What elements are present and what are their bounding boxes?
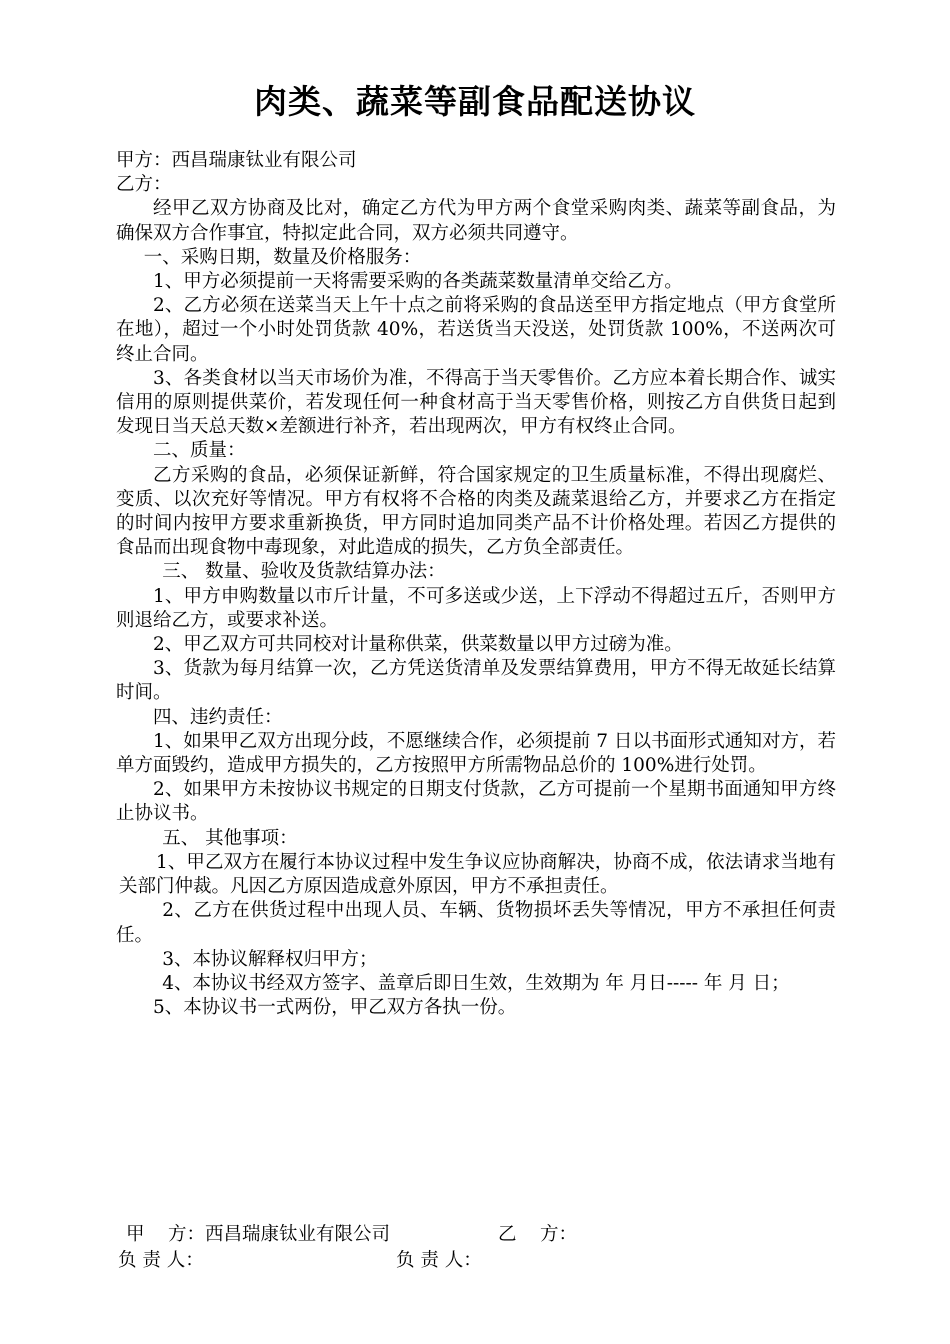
- signature-block: [116, 1222, 836, 1274]
- signature-party-row: [116, 1222, 836, 1248]
- signature-responsible-row: [116, 1248, 836, 1274]
- responsible-person-b: 负 责 人：: [396, 1250, 482, 1271]
- document-title: 肉类、蔬菜等副食品配送协议: [254, 82, 696, 121]
- party-b-line: 乙方：: [116, 174, 172, 196]
- section-4-item-1: 1、如果甲乙双方出现分歧，不愿继续合作，必须提前 7 日以书面形式通知对方，若单方面毁约，造成甲方损失的，乙方按照甲方所需物品总价的 100%进行处罚。: [116, 730, 836, 777]
- section-4-heading: 四、违约责任：: [153, 706, 283, 728]
- section-2-body: 乙方采购的食品，必须保证新鲜，符合国家规定的卫生质量标准，不得出现腐烂、变质、以次充好等情况。甲方有权将不合格的肉类及蔬菜退给乙方，并要求乙方在指定的时间内按甲方要求重新换货，甲方同时追加同类产品不计价格处理。若因乙方提供的食品而出现食物中毒现象，对此造成的损失，乙方负全部责任。: [116, 464, 836, 559]
- section-5-heading: 五、 其他事项：: [162, 827, 298, 849]
- section-1-item-2: 2、乙方必须在送菜当天上午十点之前将采购的食品送至甲方指定地点（甲方食堂所在地），超过一个小时处罚货款 40%，若送货当天没送，处罚货款 100%，不送两次可终止合同。: [116, 295, 836, 365]
- party-a-line: 甲方：西昌瑞康钛业有限公司: [116, 150, 357, 171]
- section-3-item-2: 2、甲乙双方可共同校对计量称供菜，供菜数量以甲方过磅为准。: [153, 634, 683, 656]
- signature-party-a: 甲 方：西昌瑞康钛业有限公司: [126, 1224, 391, 1245]
- section-5-item-3: 3、本协议解释权归甲方；: [162, 948, 378, 970]
- responsible-person-a: 负 责 人：: [118, 1250, 204, 1271]
- section-5-item-2: 2、乙方在供货过程中出现人员、车辆、货物损坏丢失等情况，甲方不承担任何责任。: [116, 900, 836, 946]
- section-4-item-2: 2、如果甲方未按协议书规定的日期支付货款，乙方可提前一个星期书面通知甲方终止协议书。: [116, 779, 836, 825]
- section-5-item-4: 4、本协议书经双方签字、盖章后即日生效，生效期为 年 月日----- 年 月 日；: [162, 972, 790, 994]
- intro-paragraph: 经甲乙双方协商及比对，确定乙方代为甲方两个食堂采购肉类、蔬菜等副食品，为确保双方合作事宜，特拟定此合同，双方必须共同遵守。: [116, 198, 836, 244]
- section-3-item-3: 3、货款为每月结算一次，乙方凭送货清单及发票结算费用，甲方不得无故延长结算时间。: [116, 658, 836, 704]
- section-5-item-1: 1、甲乙双方在履行本协议过程中发生争议应协商解决，协商不成，依法请求当地有关部门仲裁。凡因乙方原因造成意外原因，甲方不承担责任。: [119, 851, 836, 898]
- document-body: [116, 149, 836, 1020]
- section-1-item-3: 3、各类食材以当天市场价为准，不得高于当天零售价。乙方应本着长期合作、诚实信用的原则提供菜价，若发现任何一种食材高于当天零售价格，则按乙方自供货日起到发现日当天总天数×差额进行补齐，若出现两次，甲方有权终止合同。: [116, 367, 836, 438]
- section-3-item-1: 1、甲方申购数量以市斤计量，不可多送或少送，上下浮动不得超过五斤，否则甲方则退给乙方，或要求补送。: [116, 585, 836, 631]
- section-2-heading: 二、质量：: [153, 440, 246, 462]
- section-3-heading: 三、 数量、验收及货款结算办法：: [162, 561, 446, 583]
- section-1-item-1: 1、甲方必须提前一天将需要采购的各类蔬菜数量清单交给乙方。: [153, 271, 683, 293]
- signature-party-b: 乙 方：: [498, 1224, 578, 1245]
- section-1-heading: 一、采购日期，数量及价格服务：: [143, 246, 422, 268]
- section-5-item-5: 5、本协议书一式两份，甲乙双方各执一份。: [153, 997, 517, 1019]
